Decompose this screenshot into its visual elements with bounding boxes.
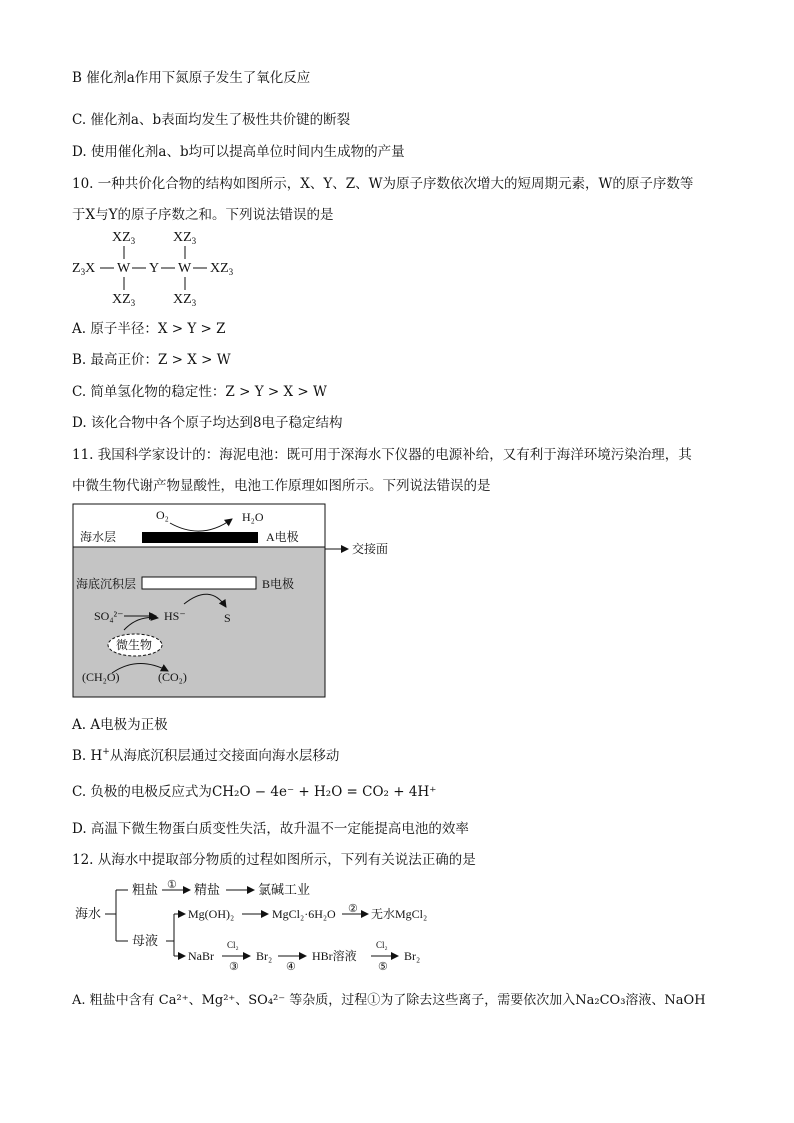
xz3-bottom-left: XZ <box>112 292 131 307</box>
q12-ions: Ca²⁺、Mg²⁺、SO₄²⁻ <box>158 993 286 1008</box>
q10-option-d: D. 该化合物中各个原子均达到8电子稳定结构 <box>72 415 343 431</box>
xz3-bottom-right: XZ <box>173 292 192 307</box>
electrode-a <box>142 532 258 543</box>
y-center: Y <box>149 261 160 276</box>
xz3-right: XZ <box>210 261 229 276</box>
electrode-a-label: A电极 <box>266 530 299 544</box>
q12-stem: 12. 从海水中提取部分物质的过程如图所示，下列有关说法正确的是 <box>72 852 476 868</box>
q11-option-a: A. A电极为正极 <box>72 717 168 733</box>
svg-text:XZ3: $XZ_3$ <box>173 292 197 308</box>
seawater-source: 海水 <box>75 906 102 921</box>
q10-option-b: B. 最高正价：Z > X > W <box>72 352 231 368</box>
ch2o-label: (CH₂O) <box>82 670 120 684</box>
z3x-left: Z <box>72 261 81 276</box>
interface-label: 交接面 <box>352 542 389 556</box>
hs-label: HS⁻ <box>164 609 186 623</box>
sulfur-label: S <box>224 611 231 625</box>
xz3-top-right: XZ <box>173 230 192 245</box>
q11-option-b: B. H+从海底沉积层通过交接面向海水层移动 <box>72 747 340 764</box>
microbe-label: 微生物 <box>116 638 153 652</box>
q11-stem-line1: 11. 我国科学家设计的：海泥电池：既可用于深海水下仪器的电源补给，又有利于海洋环境污染治理，其 <box>72 447 692 463</box>
hbr-solution: HBr溶液 <box>312 949 357 963</box>
step-4: ④ <box>286 961 296 973</box>
svg-text:XZ3: $XZ_3$ <box>210 261 234 277</box>
step-3: ③ <box>229 961 239 973</box>
svg-text:XZ3: $XZ_3$ <box>173 230 197 246</box>
q11-option-d: D. 高温下微生物蛋白质变性失活，故升温不一定能提高电池的效率 <box>72 821 469 837</box>
svg-text:Z3X: $Z_3X$ <box>72 261 96 277</box>
q11-option-c: C. 负极的电极反应式为CH₂O − 4e⁻ + H₂O = CO₂ + 4H⁺ <box>72 784 437 800</box>
w-left: W <box>117 261 131 276</box>
anhydrous-mgcl2: 无水MgCl₂ <box>371 907 428 921</box>
o2-label: O₂ <box>156 508 169 522</box>
w-right: W <box>178 261 192 276</box>
crude-salt: 粗盐 <box>132 882 159 897</box>
step-2: ② <box>348 903 358 915</box>
q12-option-a: A. 粗盐中含有 Ca²⁺、Mg²⁺、SO₄²⁻ 等杂质，过程①为了除去这些离子，需要依次加入Na₂CO₃溶液、NaOH <box>72 993 706 1008</box>
nabr: NaBr <box>188 949 214 963</box>
cl2-step3: Cl₂ <box>227 940 239 950</box>
q10-option-a: A. 原子半径：X > Y > Z <box>72 321 226 337</box>
br2-final: Br₂ <box>404 949 421 963</box>
co2-label: (CO₂) <box>158 670 187 684</box>
sediment-layer-label: 海底沉积层 <box>76 577 137 591</box>
cl2-step5: Cl₂ <box>376 940 388 950</box>
q10-option-c: C. 简单氢化物的稳定性：Z > Y > X > W <box>72 384 327 400</box>
xz3-top-left: XZ <box>112 230 131 245</box>
q11-stem-line2: 中微生物代谢产物显酸性，电池工作原理如图所示。下列说法错误的是 <box>72 478 491 494</box>
q11-battery-diagram <box>72 503 402 699</box>
chlor-alkali: 氯碱工业 <box>258 882 311 897</box>
step-1: ① <box>167 879 177 891</box>
sulfate-label: SO₄²⁻ <box>94 609 124 623</box>
q9-option-d: D. 使用催化剂a、b均可以提高单位时间内生成物的产量 <box>72 144 405 160</box>
q12-flowchart <box>72 874 452 974</box>
mg-oh-2: Mg(OH)₂ <box>188 907 235 921</box>
q9-option-b: B 催化剂a作用下氮原子发生了氧化反应 <box>72 70 311 86</box>
refined-salt: 精盐 <box>194 882 221 897</box>
q10-structure-diagram <box>70 226 250 308</box>
q10-stem-line2: 于X与Y的原子序数之和。下列说法错误的是 <box>72 207 334 223</box>
seawater-layer-label: 海水层 <box>80 530 117 544</box>
q9-option-c: C. 催化剂a、b表面均发生了极性共价键的断裂 <box>72 112 351 128</box>
mother-liquor: 母液 <box>132 933 159 948</box>
svg-text:XZ3: $XZ_3$ <box>112 230 136 246</box>
step-5: ⑤ <box>378 961 388 973</box>
q11-equation: CH₂O − 4e⁻ + H₂O = CO₂ + 4H⁺ <box>211 784 437 800</box>
q10-stem-line1: 10. 一种共价化合物的结构如图所示，X、Y、Z、W为原子序数依次增大的短周期元素，W的原子序数等 <box>72 176 694 192</box>
electrode-b-label: B电极 <box>262 577 295 591</box>
electrode-b <box>142 577 256 589</box>
mgcl2-hydrate: MgCl₂·6H₂O <box>272 907 336 921</box>
br2-crude: Br₂ <box>256 949 273 963</box>
h2o-label: H₂O <box>242 510 264 524</box>
svg-text:XZ3: $XZ_3$ <box>112 292 136 308</box>
